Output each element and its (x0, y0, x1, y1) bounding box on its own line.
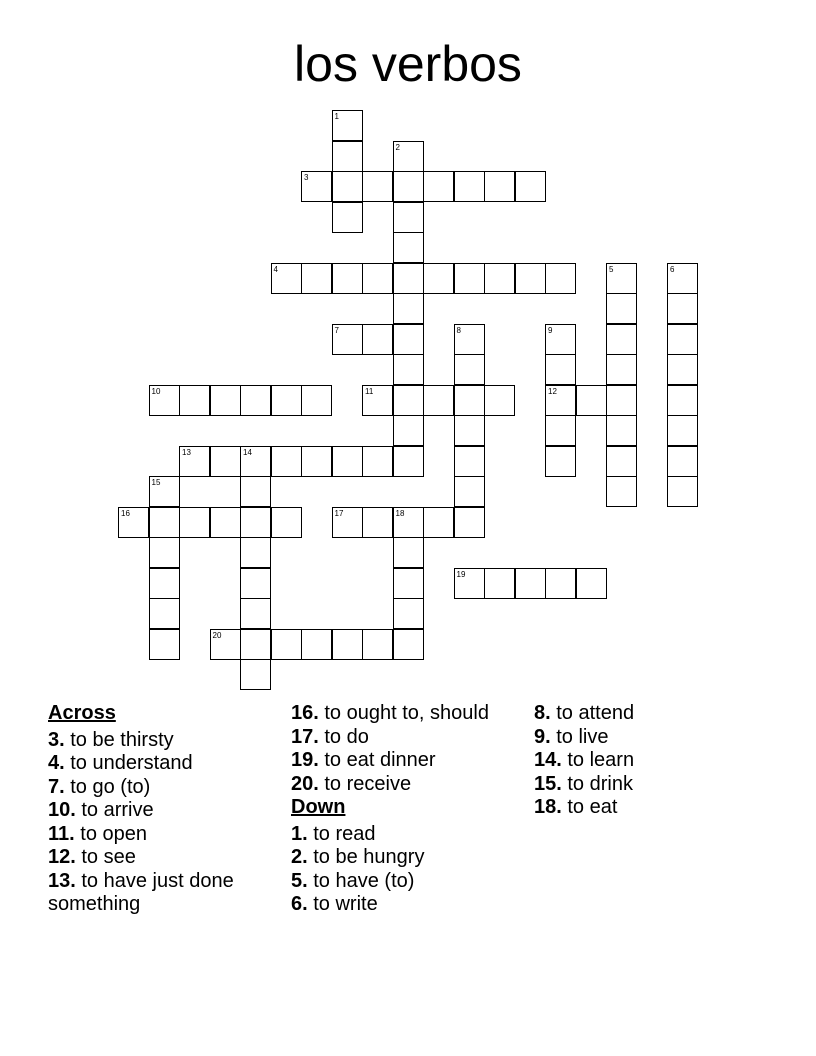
grid-cell[interactable] (332, 202, 363, 233)
grid-cell[interactable] (393, 293, 424, 324)
grid-cell[interactable] (332, 507, 363, 538)
clue-number: 15. (534, 772, 562, 795)
grid-cell[interactable] (423, 385, 454, 416)
clue-across (291, 702, 491, 726)
grid-cell[interactable] (240, 659, 271, 690)
clue-number: 8. (534, 702, 551, 724)
grid-cell[interactable] (149, 476, 180, 507)
grid-cell[interactable] (179, 446, 210, 477)
grid-cell[interactable] (454, 507, 485, 538)
cell-number: 4 (273, 264, 278, 274)
grid-cell[interactable] (393, 598, 424, 629)
grid-cell[interactable] (484, 263, 515, 294)
grid-cell[interactable] (271, 385, 302, 416)
clue-number: 18. (534, 796, 562, 818)
clue-down (534, 726, 764, 750)
clue-text: to do (324, 725, 369, 748)
grid-cell[interactable] (393, 202, 424, 233)
grid-cell[interactable] (179, 385, 210, 416)
clue-number: 19. (291, 749, 319, 771)
grid-cell[interactable] (545, 324, 576, 355)
grid-cell[interactable] (606, 385, 637, 416)
grid-cell[interactable] (362, 263, 393, 294)
clue-number: 9. (534, 725, 551, 748)
clue-number: 16. (291, 702, 319, 724)
grid-cell[interactable] (149, 568, 180, 599)
grid-cell[interactable] (362, 446, 393, 477)
grid-cell[interactable] (301, 263, 332, 294)
grid-cell[interactable] (332, 263, 363, 294)
clue-across (291, 749, 491, 773)
clue-across (291, 726, 491, 750)
grid-cell[interactable] (393, 354, 424, 385)
grid-cell[interactable] (545, 354, 576, 385)
grid-cell[interactable] (393, 263, 424, 294)
grid-cell[interactable] (515, 263, 546, 294)
clue-across (48, 846, 248, 870)
grid-cell[interactable] (393, 415, 424, 446)
grid-cell[interactable] (149, 598, 180, 629)
across-heading: Across (48, 702, 116, 724)
grid-cell[interactable] (606, 293, 637, 324)
cell-number: 9 (548, 325, 553, 335)
grid-cell[interactable] (149, 629, 180, 660)
clue-text: to be thirsty (70, 728, 174, 751)
clue-number: 13. (48, 869, 76, 892)
clue-text: to drink (567, 772, 633, 795)
grid-cell[interactable] (545, 446, 576, 477)
grid-cell[interactable] (362, 385, 393, 416)
cell-number: 16 (121, 508, 130, 518)
grid-cell[interactable] (454, 568, 485, 599)
grid-cell[interactable] (210, 507, 241, 538)
clue-down (291, 893, 491, 917)
clue-across (48, 799, 248, 823)
grid-cell[interactable] (545, 385, 576, 416)
grid-cell[interactable] (179, 507, 210, 538)
grid-cell[interactable] (240, 568, 271, 599)
grid-cell[interactable] (301, 446, 332, 477)
clue-number: 3. (48, 728, 65, 751)
grid-cell[interactable] (240, 446, 271, 477)
grid-cell[interactable] (332, 141, 363, 172)
grid-cell[interactable] (667, 385, 698, 416)
clue-number: 14. (534, 749, 562, 771)
grid-cell[interactable] (667, 324, 698, 355)
grid-cell[interactable] (515, 171, 546, 202)
clue-text: to attend (556, 702, 635, 724)
grid-cell[interactable] (393, 537, 424, 568)
grid-cell[interactable] (240, 507, 271, 538)
cell-number: 7 (334, 325, 339, 335)
clue-number: 2. (291, 846, 308, 868)
grid-cell[interactable] (423, 507, 454, 538)
clue-across (48, 870, 248, 917)
cell-number: 14 (243, 447, 252, 457)
grid-cell[interactable] (484, 568, 515, 599)
cell-number: 20 (212, 630, 222, 640)
clue-text: to live (556, 725, 609, 748)
grid-cell[interactable] (301, 171, 332, 202)
grid-cell[interactable] (454, 324, 485, 355)
clue-down (534, 702, 764, 726)
clue-text: to understand (70, 752, 193, 774)
grid-cell[interactable] (332, 629, 363, 660)
cell-number: 19 (456, 569, 466, 579)
grid-cell[interactable] (149, 537, 180, 568)
grid-cell[interactable] (301, 385, 332, 416)
grid-cell[interactable] (240, 629, 271, 660)
grid-cell[interactable] (454, 354, 485, 385)
grid-cell[interactable] (454, 415, 485, 446)
grid-cell[interactable] (454, 476, 485, 507)
grid-cell[interactable] (576, 385, 607, 416)
clue-number: 10. (48, 799, 76, 821)
grid-cell[interactable] (240, 598, 271, 629)
clue-number: 20. (291, 772, 319, 795)
grid-cell[interactable] (271, 629, 302, 660)
cell-number: 5 (609, 264, 614, 274)
cell-number: 3 (304, 173, 309, 182)
grid-cell[interactable] (393, 141, 424, 172)
grid-cell[interactable] (210, 446, 241, 477)
grid-cell[interactable] (149, 385, 180, 416)
grid-cell[interactable] (362, 324, 393, 355)
clue-down (534, 749, 764, 773)
grid-cell[interactable] (667, 415, 698, 446)
grid-cell[interactable] (606, 476, 637, 507)
clue-down (291, 870, 491, 894)
grid-cell[interactable] (271, 507, 302, 538)
clues-column-2 (291, 702, 491, 917)
clues-column-3 (534, 702, 764, 820)
grid-cell[interactable] (393, 171, 424, 202)
grid-cell[interactable] (332, 110, 363, 141)
grid-cell[interactable] (332, 324, 363, 355)
clue-number: 1. (291, 822, 308, 845)
grid-cell[interactable] (240, 537, 271, 568)
grid-cell[interactable] (271, 446, 302, 477)
grid-cell[interactable] (454, 446, 485, 477)
grid-cell[interactable] (454, 263, 485, 294)
grid-cell[interactable] (606, 324, 637, 355)
clue-text: to arrive (81, 799, 154, 821)
grid-cell[interactable] (606, 354, 637, 385)
clue-text: to learn (567, 749, 635, 771)
grid-cell[interactable] (454, 171, 485, 202)
clue-text: to eat (567, 796, 618, 818)
grid-cell[interactable] (515, 568, 546, 599)
grid-cell[interactable] (362, 171, 393, 202)
grid-cell[interactable] (667, 354, 698, 385)
grid-cell[interactable] (667, 446, 698, 477)
cell-number: 8 (456, 325, 461, 335)
clue-text: to have just done something (48, 869, 234, 915)
grid-cell[interactable] (393, 507, 424, 538)
grid-cell[interactable] (362, 507, 393, 538)
grid-cell[interactable] (393, 324, 424, 355)
grid-cell[interactable] (118, 507, 149, 538)
grid-cell[interactable] (393, 385, 424, 416)
grid-cell[interactable] (545, 568, 576, 599)
clue-down (534, 796, 764, 820)
clue-across (48, 823, 248, 847)
clue-text: to write (313, 893, 378, 915)
cell-number: 17 (334, 508, 344, 518)
cell-number: 15 (151, 478, 161, 487)
clue-number: 6. (291, 893, 308, 915)
grid-cell[interactable] (393, 568, 424, 599)
grid-cell[interactable] (423, 263, 454, 294)
cell-number: 18 (395, 508, 405, 518)
grid-cell[interactable] (423, 171, 454, 202)
clue-text: to have (to) (313, 869, 415, 892)
down-heading: Down (291, 796, 346, 818)
grid-cell[interactable] (332, 446, 363, 477)
grid-cell[interactable] (484, 171, 515, 202)
clue-down (291, 846, 491, 870)
grid-cell[interactable] (545, 263, 576, 294)
grid-cell[interactable] (271, 263, 302, 294)
grid-cell[interactable] (484, 385, 515, 416)
clue-across (48, 776, 248, 800)
grid-cell[interactable] (301, 629, 332, 660)
clue-text: to ought to, should (324, 702, 489, 724)
grid-cell[interactable] (606, 263, 637, 294)
clue-number: 17. (291, 725, 319, 748)
clue-number: 7. (48, 775, 65, 798)
grid-cell[interactable] (545, 415, 576, 446)
cell-number: 11 (365, 386, 374, 396)
clue-text: to see (81, 846, 136, 868)
clue-number: 5. (291, 869, 308, 892)
clue-number: 11. (48, 822, 75, 845)
cell-number: 10 (151, 386, 161, 396)
grid-cell[interactable] (393, 232, 424, 263)
grid-cell[interactable] (210, 629, 241, 660)
grid-cell[interactable] (667, 293, 698, 324)
grid-cell[interactable] (667, 263, 698, 294)
clue-text: to be hungry (313, 846, 425, 868)
grid-cell[interactable] (667, 476, 698, 507)
grid-cell[interactable] (606, 415, 637, 446)
grid-cell[interactable] (240, 385, 271, 416)
clue-down (534, 773, 764, 797)
clue-across (48, 729, 248, 753)
cell-number: 12 (548, 386, 557, 396)
grid-cell[interactable] (240, 476, 271, 507)
grid-cell[interactable] (210, 385, 241, 416)
puzzle-title: los verbos (294, 36, 522, 92)
cell-number: 6 (670, 264, 675, 274)
cell-number: 1 (334, 112, 339, 121)
clues-column-1 (48, 702, 248, 917)
grid-cell[interactable] (149, 507, 180, 538)
grid-cell[interactable] (454, 385, 485, 416)
clue-text: to open (80, 822, 147, 845)
grid-cell[interactable] (393, 629, 424, 660)
cell-number: 13 (182, 447, 191, 457)
grid-cell[interactable] (362, 629, 393, 660)
clue-text: to receive (324, 772, 412, 795)
clue-number: 12. (48, 846, 76, 868)
grid-cell[interactable] (332, 171, 363, 202)
clue-text: to eat dinner (324, 749, 436, 771)
grid-cell[interactable] (393, 446, 424, 477)
grid-cell[interactable] (606, 446, 637, 477)
clue-text: to read (313, 822, 376, 845)
cell-number: 2 (395, 142, 400, 152)
clue-down (291, 823, 491, 847)
clue-across (291, 773, 491, 797)
grid-cell[interactable] (576, 568, 607, 599)
clue-text: to go (to) (70, 775, 151, 798)
clue-across (48, 752, 248, 776)
clue-number: 4. (48, 752, 65, 774)
